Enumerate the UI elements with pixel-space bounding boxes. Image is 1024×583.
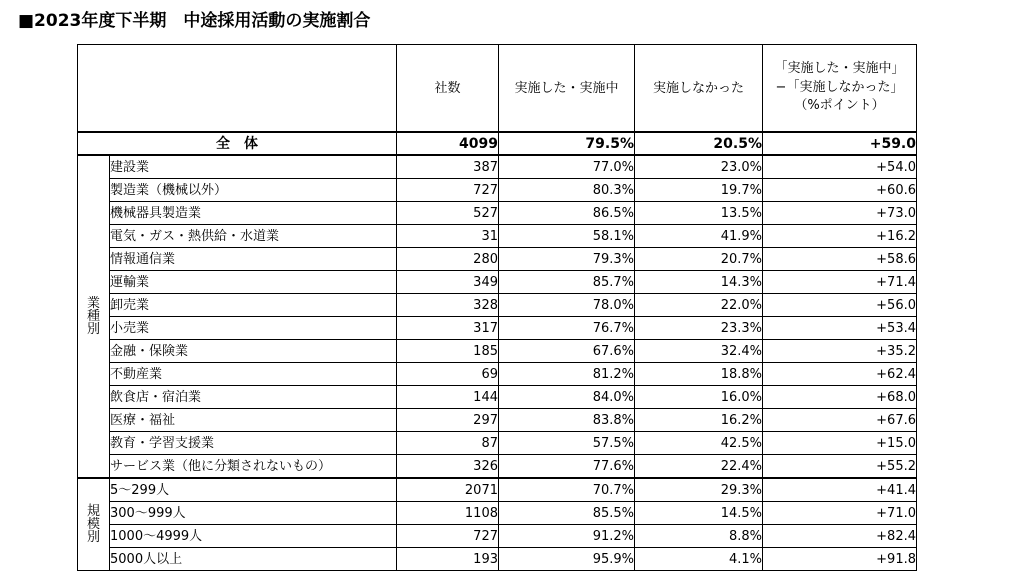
- total-not-implemented: 20.5%: [635, 132, 763, 155]
- row-label: 300～999人: [110, 502, 397, 525]
- row-label: 飲食店・宿泊業: [110, 386, 397, 409]
- row-label: 建設業: [110, 155, 397, 179]
- row-label: 機械器具製造業: [110, 202, 397, 225]
- total-row: [78, 132, 917, 155]
- scale-table-row: [78, 548, 917, 571]
- scale-table-row: [78, 502, 917, 525]
- row-implemented: 95.9%: [499, 548, 635, 571]
- industry-table-row: [78, 363, 917, 386]
- industry-group-label-char: 別: [86, 322, 100, 337]
- row-difference: +53.4: [763, 317, 917, 340]
- row-label: 1000～4999人: [110, 525, 397, 548]
- scale-table-row: [78, 478, 917, 502]
- row-label: 小売業: [110, 317, 397, 340]
- scale-group-label: [78, 478, 110, 571]
- row-not-implemented: 23.0%: [635, 155, 763, 179]
- industry-table-row: [78, 202, 917, 225]
- row-not-implemented: 14.5%: [635, 502, 763, 525]
- scale-group-label-char: 模: [86, 517, 100, 532]
- row-implemented: 77.6%: [499, 455, 635, 479]
- row-difference: +73.0: [763, 202, 917, 225]
- row-count: 2071: [397, 478, 499, 502]
- row-not-implemented: 41.9%: [635, 225, 763, 248]
- industry-table-row: [78, 432, 917, 455]
- row-difference: +54.0: [763, 155, 917, 179]
- row-difference: +58.6: [763, 248, 917, 271]
- row-count: 727: [397, 179, 499, 202]
- row-label: 医療・福祉: [110, 409, 397, 432]
- row-not-implemented: 19.7%: [635, 179, 763, 202]
- header-difference-line3: （%ポイント）: [794, 98, 885, 114]
- row-difference: +71.4: [763, 271, 917, 294]
- row-implemented: 85.5%: [499, 502, 635, 525]
- row-not-implemented: 16.0%: [635, 386, 763, 409]
- row-difference: +62.4: [763, 363, 917, 386]
- row-not-implemented: 8.8%: [635, 525, 763, 548]
- row-not-implemented: 29.3%: [635, 478, 763, 502]
- industry-table-row: [78, 155, 917, 179]
- row-implemented: 81.2%: [499, 363, 635, 386]
- row-difference: +68.0: [763, 386, 917, 409]
- row-label: 教育・学習支援業: [110, 432, 397, 455]
- row-label: 5～299人: [110, 478, 397, 502]
- row-count: 527: [397, 202, 499, 225]
- row-count: 185: [397, 340, 499, 363]
- industry-table-row: [78, 340, 917, 363]
- row-count: 349: [397, 271, 499, 294]
- row-implemented: 85.7%: [499, 271, 635, 294]
- industry-group-label-char: 業: [86, 296, 100, 311]
- row-difference: +60.6: [763, 179, 917, 202]
- row-difference: +71.0: [763, 502, 917, 525]
- row-implemented: 70.7%: [499, 478, 635, 502]
- industry-table-row: [78, 248, 917, 271]
- row-label: 卸売業: [110, 294, 397, 317]
- scale-group-label-char: 規: [86, 504, 100, 519]
- row-count: 297: [397, 409, 499, 432]
- row-not-implemented: 22.4%: [635, 455, 763, 479]
- header-difference-line2: −「実施しなかった」: [775, 79, 904, 95]
- total-difference: +59.0: [763, 132, 917, 155]
- row-difference: +82.4: [763, 525, 917, 548]
- row-not-implemented: 20.7%: [635, 248, 763, 271]
- row-difference: +15.0: [763, 432, 917, 455]
- row-implemented: 91.2%: [499, 525, 635, 548]
- industry-group-label-char: 種: [86, 309, 100, 324]
- scale-group-label-char: 別: [86, 530, 100, 545]
- row-count: 193: [397, 548, 499, 571]
- row-implemented: 83.8%: [499, 409, 635, 432]
- row-label: 電気・ガス・熱供給・水道業: [110, 225, 397, 248]
- industry-group-label: [78, 155, 110, 478]
- row-label: 金融・保険業: [110, 340, 397, 363]
- row-not-implemented: 16.2%: [635, 409, 763, 432]
- row-label: 不動産業: [110, 363, 397, 386]
- row-not-implemented: 14.3%: [635, 271, 763, 294]
- row-count: 1108: [397, 502, 499, 525]
- row-difference: +67.6: [763, 409, 917, 432]
- industry-table-row: [78, 455, 917, 479]
- row-difference: +55.2: [763, 455, 917, 479]
- row-not-implemented: 23.3%: [635, 317, 763, 340]
- header-difference-line1: 「実施した・実施中」: [774, 60, 905, 76]
- header-difference: [763, 45, 917, 133]
- industry-table-row: [78, 294, 917, 317]
- row-count: 317: [397, 317, 499, 340]
- row-count: 328: [397, 294, 499, 317]
- industry-table-row: [78, 271, 917, 294]
- page-title: ■2023年度下半期 中途採用活動の実施割合: [18, 11, 371, 31]
- scale-table-row: [78, 525, 917, 548]
- row-difference: +35.2: [763, 340, 917, 363]
- row-implemented: 78.0%: [499, 294, 635, 317]
- row-count: 87: [397, 432, 499, 455]
- header-row: [78, 45, 917, 133]
- row-not-implemented: 32.4%: [635, 340, 763, 363]
- row-label: 情報通信業: [110, 248, 397, 271]
- total-count: 4099: [397, 132, 499, 155]
- row-label: 5000人以上: [110, 548, 397, 571]
- row-implemented: 77.0%: [499, 155, 635, 179]
- industry-table-row: [78, 179, 917, 202]
- row-not-implemented: 4.1%: [635, 548, 763, 571]
- row-implemented: 58.1%: [499, 225, 635, 248]
- row-label: サービス業（他に分類されないもの）: [110, 455, 397, 479]
- row-count: 144: [397, 386, 499, 409]
- row-difference: +91.8: [763, 548, 917, 571]
- header-count: 社数: [397, 45, 499, 133]
- row-difference: +56.0: [763, 294, 917, 317]
- implementation-rate-table: [77, 44, 917, 571]
- row-not-implemented: 42.5%: [635, 432, 763, 455]
- row-count: 387: [397, 155, 499, 179]
- row-not-implemented: 13.5%: [635, 202, 763, 225]
- row-difference: +41.4: [763, 478, 917, 502]
- header-implemented: 実施した・実施中: [499, 45, 635, 133]
- row-implemented: 80.3%: [499, 179, 635, 202]
- total-label: 全 体: [78, 132, 397, 155]
- industry-table-row: [78, 386, 917, 409]
- header-blank-cell: [78, 45, 397, 133]
- industry-table-row: [78, 225, 917, 248]
- row-label: 製造業（機械以外）: [110, 179, 397, 202]
- header-not-implemented: 実施しなかった: [635, 45, 763, 133]
- row-count: 326: [397, 455, 499, 479]
- total-implemented: 79.5%: [499, 132, 635, 155]
- row-count: 31: [397, 225, 499, 248]
- row-implemented: 86.5%: [499, 202, 635, 225]
- row-not-implemented: 22.0%: [635, 294, 763, 317]
- row-implemented: 76.7%: [499, 317, 635, 340]
- row-implemented: 84.0%: [499, 386, 635, 409]
- industry-table-row: [78, 409, 917, 432]
- row-implemented: 67.6%: [499, 340, 635, 363]
- row-implemented: 57.5%: [499, 432, 635, 455]
- row-count: 69: [397, 363, 499, 386]
- row-count: 280: [397, 248, 499, 271]
- row-implemented: 79.3%: [499, 248, 635, 271]
- row-label: 運輸業: [110, 271, 397, 294]
- row-not-implemented: 18.8%: [635, 363, 763, 386]
- row-difference: +16.2: [763, 225, 917, 248]
- row-count: 727: [397, 525, 499, 548]
- industry-table-row: [78, 317, 917, 340]
